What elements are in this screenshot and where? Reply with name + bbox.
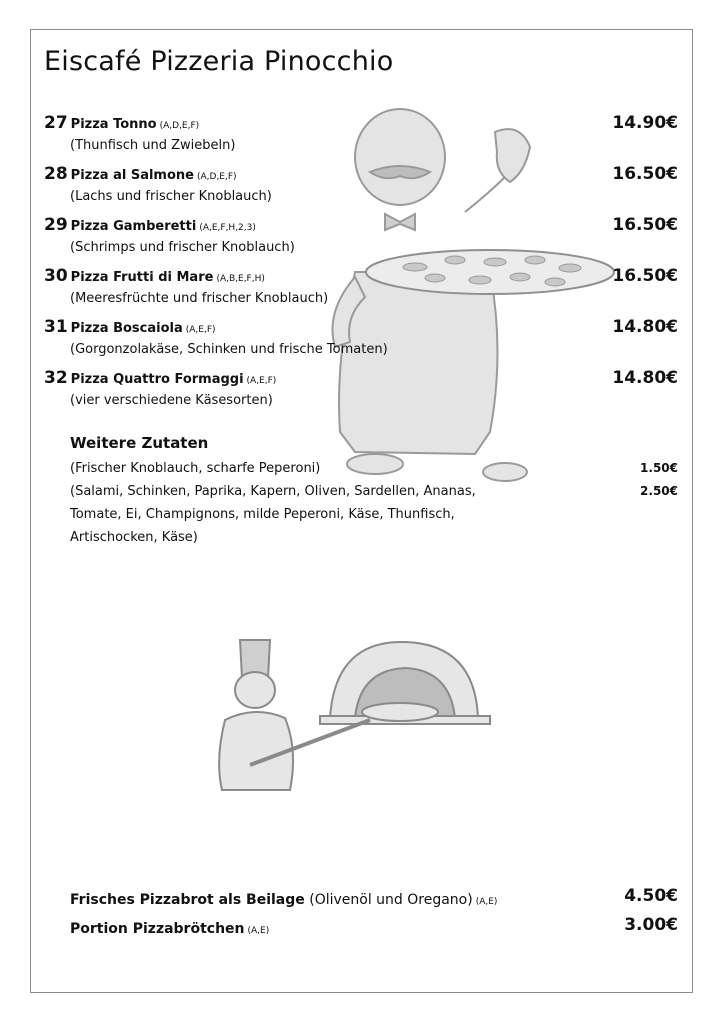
baker-oven-illustration: [210, 630, 495, 795]
allergen-codes: (A,E): [475, 897, 498, 907]
allergen-codes: (A,E): [247, 926, 270, 936]
pizza-name: Pizza Tonno: [70, 117, 157, 132]
extra-text: (Frischer Knoblauch, scharfe Peperoni): [70, 461, 321, 476]
side-price: 4.50€: [624, 886, 678, 906]
pizza-number: 30: [44, 266, 68, 286]
extra-text: (Salami, Schinken, Paprika, Kapern, Oliven, Sardellen, Ananas, Tomate, Ei, Champignons, milde Peperoni, Käse, Thunfisch, Artischocken, Käse): [70, 484, 476, 545]
extra-item: [70, 480, 680, 549]
pizza-description: (vier verschiedene Käsesorten): [70, 393, 273, 408]
pizza-number: 32: [44, 368, 68, 388]
pizza-item-32: [44, 368, 684, 408]
side-name: Portion Pizzabrötchen: [70, 921, 245, 937]
pizza-item-30: [44, 266, 684, 306]
pizza-item-27: [44, 113, 684, 153]
allergen-codes: (A,E,F): [185, 325, 216, 335]
pizza-description: (Schrimps und frischer Knoblauch): [70, 240, 295, 255]
allergen-codes: (A,E,F): [246, 376, 277, 386]
extra-price: 2.50€: [640, 484, 678, 498]
pizza-item-29: [44, 215, 684, 255]
pizza-description: (Thunfisch und Zwiebeln): [70, 138, 236, 153]
pizza-name: Pizza Gamberetti: [70, 219, 197, 234]
extra-item: [70, 457, 680, 480]
pizza-number: 31: [44, 317, 68, 337]
pizza-number: 27: [44, 113, 68, 133]
pizza-description: (Meeresfrüchte und frischer Knoblauch): [70, 291, 329, 306]
pizza-item-28: [44, 164, 684, 204]
allergen-codes: (A,D,E,F): [196, 172, 237, 182]
pizza-price: 14.80€: [612, 317, 678, 337]
menu-title: Eiscafé Pizzeria Pinocchio: [44, 46, 394, 77]
pizza-description: (Lachs und frischer Knoblauch): [70, 189, 272, 204]
pizza-number: 28: [44, 164, 68, 184]
extras-heading: Weitere Zutaten: [70, 434, 209, 452]
pizza-price: 16.50€: [612, 215, 678, 235]
side-item-pizzabrot: [70, 886, 682, 915]
allergen-codes: (A,E,F,H,2,3): [199, 223, 256, 233]
pizza-name: Pizza Frutti di Mare: [70, 270, 214, 285]
allergen-codes: (A,D,E,F): [159, 121, 200, 131]
pizza-price: 14.90€: [612, 113, 678, 133]
side-price: 3.00€: [624, 915, 678, 935]
side-name: Frisches Pizzabrot als Beilage: [70, 892, 305, 908]
pizza-name: Pizza Quattro Formaggi: [70, 372, 244, 387]
extra-price: 1.50€: [640, 461, 678, 475]
pizza-number: 29: [44, 215, 68, 235]
pizza-description: (Gorgonzolakäse, Schinken und frische Tomaten): [70, 342, 388, 357]
pizza-name: Pizza Boscaiola: [70, 321, 183, 336]
pizza-price: 14.80€: [612, 368, 678, 388]
pizza-item-31: [44, 317, 684, 357]
pizza-price: 16.50€: [612, 266, 678, 286]
side-description: (Olivenöl und Oregano): [304, 892, 473, 908]
side-item-pizzabroetchen: [70, 915, 682, 944]
pizza-price: 16.50€: [612, 164, 678, 184]
pizza-name: Pizza al Salmone: [70, 168, 194, 183]
allergen-codes: (A,B,E,F,H): [216, 274, 265, 284]
